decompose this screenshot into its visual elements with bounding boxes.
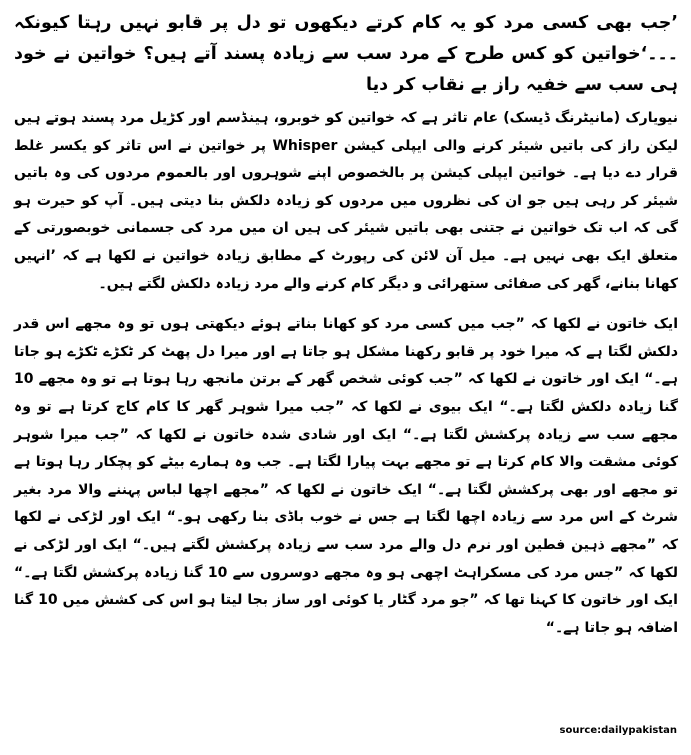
article-paragraph-1: نیویارک (مانیٹرنگ ڈیسک) عام تاثر ہے کہ خواتین کو خوبرو، ہینڈسم اور کڑیل مرد پسند ہوتے ہیں لیکن راز کی باتیں شیئر کرنے والی ایپلی کیشن Whisper پر خواتین نے اس تاثر کو یکسر غلط قرار دے دیا ہے۔ خواتین ایپلی کیشن پر بالخصوص اپنے شوہروں اور بالعموم مردوں کی وہ باتیں شیئر کر رہی ہیں جو ان کی نظروں میں مردوں کو زیادہ دلکش بنا دیتی ہیں۔ آپ کو حیرت ہو گی کہ اب تک خواتین نے جتنی بھی باتیں شیئر کی ہیں ان میں مرد کی جسمانی خوبصورتی کے متعلق ایک بھی نہیں ہے۔ میل آن لائن کی رپورٹ کے مطابق زیادہ خواتین نے لکھا ہے کہ ’انہیں کھانا بنانے، گھر کی صفائی ستھرائی و دیگر کام کرنے والے مرد زیادہ دلکش لگتے ہیں۔ [14, 110, 679, 292]
source-credit: source:dailypakistan [559, 725, 677, 736]
article-headline: ’جب بھی کسی مرد کو یہ کام کرتے دیکھوں تو دل پر قابو نہیں رہتا کیونکہ ۔۔۔‘خواتین کو کس طرح کے مرد سب سے زیادہ پسند آتے ہیں؟ خواتین نے خود ہی سب سے خفیہ راز بے نقاب کر دیا [14, 13, 678, 95]
article [14, 8, 678, 655]
article-paragraph-2: ایک خاتون نے لکھا کہ ”جب میں کسی مرد کو کھانا بناتے ہوئے دیکھتی ہوں تو وہ مجھے اس قدر دلکش لگتا ہے کہ میرا خود پر قابو رکھنا مشکل ہو جاتا ہے اور میرا دل پھٹ کر ٹکڑے ٹکڑے ہو جاتا ہے۔“ ایک اور خاتون نے لکھا کہ ”جب کوئی شخص گھر کے برتن مانجھ رہا ہوتا ہے تو وہ مجھے 10 گنا زیادہ دلکش لگتا ہے۔“ ایک بیوی نے لکھا کہ ”جب میرا شوہر گھر کا کام کاج کرتا ہے تو وہ مجھے سب سے زیادہ پرکشش لگتا ہے۔“ ایک اور شادی شدہ خاتون نے لکھا کہ ”جب میرا شوہر کوئی مشقت والا کام کرتا ہے تو مجھے بہت پیارا لگتا ہے۔ جب وہ ہمارے بیٹے کو پچکار رہا ہوتا ہے تو مجھے اور بھی پرکشش لگتا ہے۔“ ایک خاتون نے لکھا کہ ”مجھے اچھا لباس پہننے والا مرد بغیر شرٹ کے اس مرد سے زیادہ اچھا لگتا ہے جس نے خوب باڈی بنا رکھی ہو۔“ ایک اور لڑکی نے لکھا کہ ”مجھے ذہین فطین اور نرم دل والے مرد سب سے زیادہ پرکشش لگتے ہیں۔“ ایک اور لڑکی نے لکھا کہ ”جس مرد کی مسکراہٹ اچھی ہو وہ مجھے دوسروں سے 10 گنا زیادہ پرکشش لگتا ہے۔“ ایک اور خاتون کا کہنا تھا کہ ”جو مرد گٹار یا کوئی اور ساز بجا لیتا ہو اس کی کشش میں 10 گنا اضافہ ہو جاتا ہے۔“ [14, 316, 679, 636]
